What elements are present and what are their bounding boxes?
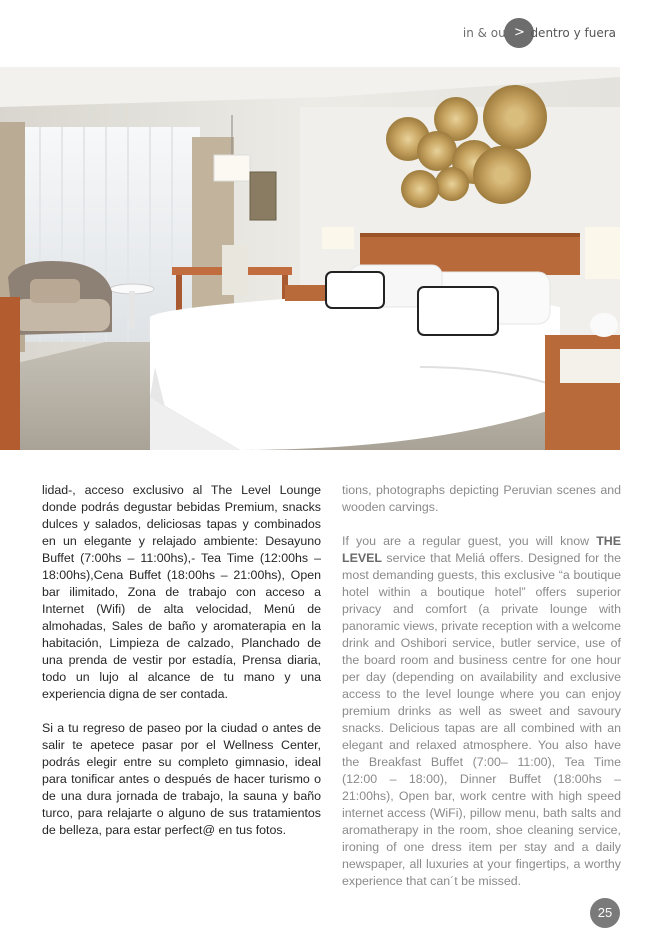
english-text-column [342, 482, 621, 907]
page-number: 25 [590, 898, 620, 928]
spanish-text-column [42, 482, 321, 856]
section-label-right: dentro y fuera [530, 26, 616, 40]
text-run: If you are a regular guest, you will know [342, 534, 597, 548]
paragraph [342, 533, 621, 890]
paragraph: lidad-, acceso exclusivo al The Level Lounge donde podrás degustar bebidas Premium, snacks dulces y salados, deliciosas tapas y combinados en un elegante y relajado ambiente: Desayuno Buffet (7:00hs – 11:00hs),- Tea Time (12:00hs – 18:00hs),Cena Buffet (18:00hs – 21:00hs), Open bar ilimitado, Zona de trabajo con acceso a Internet (Wifi) de alta velocidad, Menú de almohadas, Sales de baño y aromaterapia en la habitación, Limpieza de calzado, Planchado de una prenda de vestir por estadía, Prensa diaria, todo un lujo al alcance de tu mano y una experiencia digna de ser contada. [42, 483, 321, 701]
section-header [463, 22, 616, 44]
text-run: service that Meliá offers. Designed for the most demanding guests, this exclusive “a boutique hotel within a boutique hotel” offers superior privacy and comfort (a private lounge with panoramic views, private reception with a welcome drink and Oshibori service, butler service, use of the board room and business centre for one hour per day (depending on availability and exclusive access to the level lounge where you can enjoy premium drinks as well as sweet and savoury snacks. Delicious tapas are all combined with an elegant and relaxed atmosphere. You also have the Breakfast Buffet (7:00– 11:00), Tea Time (12:00 – 18:00), Dinner Buffet (18:00hs – 21:00hs), Open bar, work centre with high speed internet access (WiFi), pillow menu, bath salts and aromatherapy in the room, shoe cleaning service, ironing of one dress item per stay and a daily newspaper, all luxuries at your fingertips, a worthy experience that can´t be missed. [342, 551, 621, 888]
arrow-glyph: > [513, 25, 525, 40]
hotel-room-photo [0, 67, 620, 450]
paragraph: tions, photographs depicting Peruvian scenes and wooden carvings. [342, 483, 621, 514]
room-illustration [0, 67, 620, 450]
paragraph: Si a tu regreso de paseo por la ciudad o antes de salir te apetece pasar por el Wellness Center, podrás elegir entre su completo gimnasio, ideal para tonificar antes o después de hacer turismo o de una dura jornada de trabajo, la sauna y baño turco, para relajarte o alguno de sus tratamientos de belleza, para estar perfect@ en tus fotos. [42, 721, 321, 837]
section-label-left: in & out [462, 26, 511, 40]
brand-name: THE LEVEL [342, 534, 621, 565]
